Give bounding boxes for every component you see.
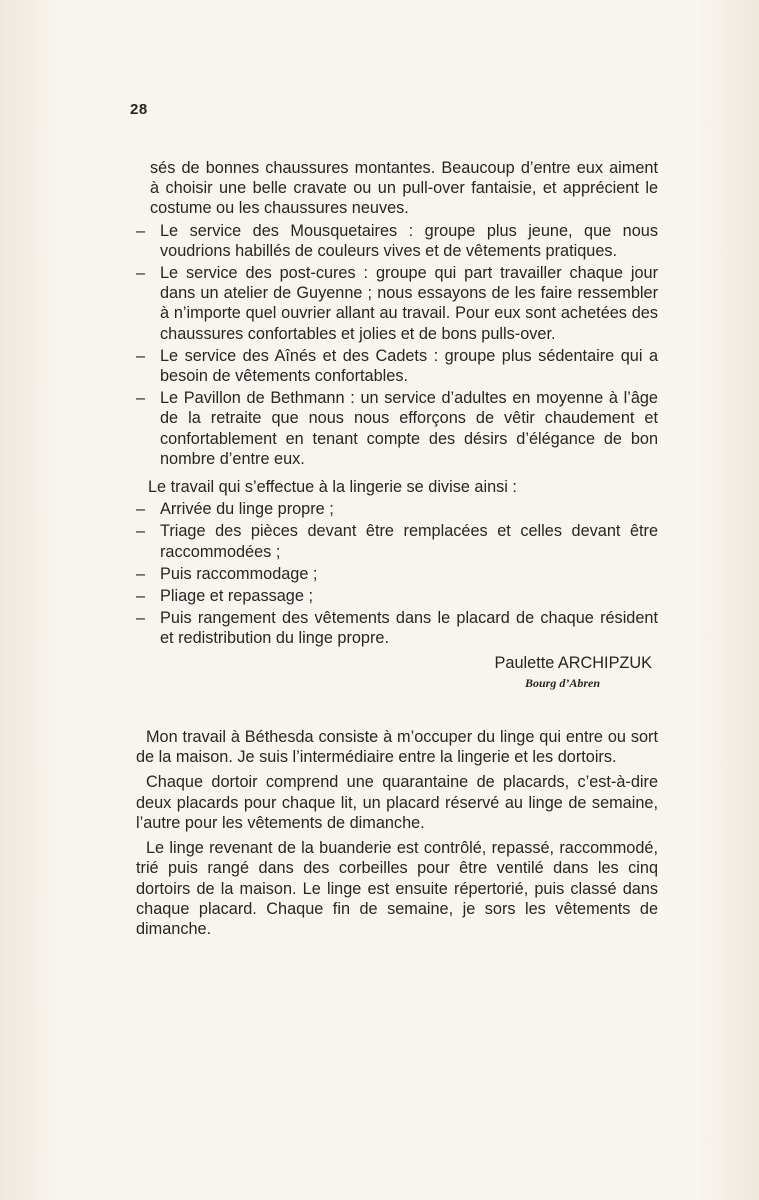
list-item: [136, 586, 658, 606]
list-item: [136, 564, 658, 584]
author-place: Bourg d’Abren: [524, 675, 600, 690]
dash-bullet: –: [136, 346, 146, 365]
author-name: Paulette ARCHIPZUK: [494, 653, 652, 672]
list-item-text: Le service des Aînés et des Cadets : groupe plus sédentaire qui a besoin de vêtements confortables.: [160, 346, 658, 386]
list-item-text: Le service des post-cures : groupe qui part travailler chaque jour dans un atelier de Guyenne ; nous essayons de les faire ressembler à n’importe quel ouvrier allant au travail. Pour eux sont achetées des chaussures confortables et jolies et de bons pulls-over.: [160, 264, 658, 343]
list-item: [136, 263, 658, 344]
list-item-text: Triage des pièces devant être remplacées et celles devant être raccommodées ;: [160, 522, 658, 561]
paragraph: Chaque dortoir comprend une quarantaine de placards, c’est-à-dire deux placards pour chaque lit, un placard réservé au linge de semaine, l’autre pour les vêtements de dimanche.: [136, 773, 658, 832]
dash-bullet: –: [136, 564, 146, 583]
list-item-text: Pliage et repassage ;: [160, 587, 313, 606]
list-item: [136, 608, 658, 648]
lingerie-intro: Le travail qui s’effectue à la lingerie se divise ainsi :: [148, 478, 517, 497]
service-list: [136, 221, 658, 469]
list-item: [136, 499, 658, 519]
dash-bullet: –: [136, 609, 146, 628]
paragraph: Mon travail à Béthesda consiste à m’occuper du linge qui entre ou sort de la maison. Je suis l’intermédiaire entre la lingerie et les dortoirs.: [136, 728, 658, 767]
dash-bullet: –: [136, 500, 146, 519]
list-item-text: Puis rangement des vêtements dans le placard de chaque résident et redistribution du linge propre.: [160, 609, 658, 648]
list-item-text: Le service des Mousquetaires : groupe plus jeune, que nous voudrions habillés de couleurs vives et de vêtements pratiques.: [160, 221, 658, 260]
opening-paragraph: sés de bonnes chaussures montantes. Beaucoup d’entre eux aiment à choisir une belle cravate ou un pull-over fantaisie, et apprécient le costume ou les chaussures neuves.: [150, 159, 658, 218]
list-item: [136, 346, 658, 386]
list-item: [136, 221, 658, 261]
step-list: [136, 499, 658, 648]
paragraph: Le linge revenant de la buanderie est contrôlé, repassé, raccommodé, trié puis rangé dans des corbeilles pour être ventilé dans les cinq dortoirs de la maison. Le linge est ensuite répertorié, puis classé dans chaque placard. Chaque fin de semaine, je sors les vêtements de dimanche.: [136, 839, 658, 938]
list-item-text: Le Pavillon de Bethmann : un service d’adultes en moyenne à l’âge de la retraite que nous nous efforçons de vêtir chaudement et confortablement en tenant compte des désirs d’élégance de bon nombre d’entre eux.: [160, 389, 658, 468]
list-item-text: Puis raccommodage ;: [160, 564, 318, 583]
dash-bullet: –: [136, 587, 146, 606]
dash-bullet: –: [136, 221, 146, 240]
second-article: [136, 727, 658, 939]
page-content: [136, 158, 658, 944]
list-item-text: Arrivée du linge propre ;: [160, 500, 334, 519]
dash-bullet: –: [136, 389, 146, 408]
dash-bullet: –: [136, 264, 146, 283]
dash-bullet: –: [136, 522, 146, 541]
list-item: [136, 521, 658, 561]
page-number: 28: [130, 101, 148, 118]
list-item: [136, 388, 658, 469]
